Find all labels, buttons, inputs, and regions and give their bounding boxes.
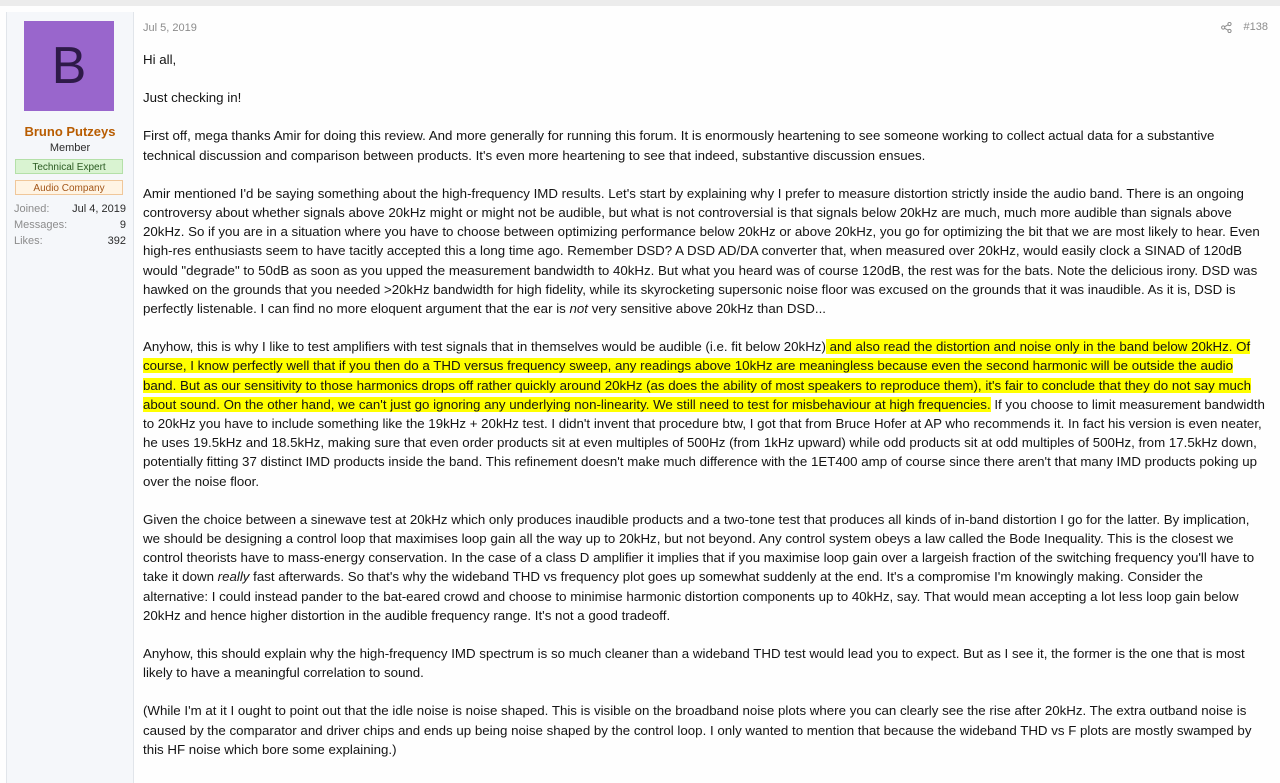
text-span: very sensitive above 20kHz than DSD... xyxy=(588,301,826,317)
paragraph-thanks: First off, mega thanks Amir for doing this review. And more generally for running this forum. It is enormously heartening to see someone working to collect actual data for a substantive technical discussion and comparison between products. It's even more heartening to see that indeed, substantive discussion ensues. xyxy=(143,128,1215,163)
user-title: Member xyxy=(49,142,91,154)
post-number-link[interactable]: #138 xyxy=(1243,21,1268,33)
text-span: Amir mentioned I'd be saying something about the high-frequency IMD results. Let's start by explaining why I prefer to measure distortion strictly inside the audio band. There is an ongoing controversy about whether signals above 20kHz might or might not be audible, but what is not controversial is that signals below 20kHz are much, much more audible than signals above 20kHz. So if you are in a situation where you have to choose between optimizing performance below 20kHz or above 20kHz, you go for optimizing the bit that we are most likely to hear. Even high-res enthusiasts seem to have tacitly accepted this a long time ago. Remember DSD? A DSD AD/DA converter that, when measured over 20kHz, would easily clock a SINAD of 120dB would "degrade" to 50dB as soon as you upped the measurement bandwidth to 40kHz. But what you heard was of course 120dB, the rest was for the bats. Note the delicious irony. DSD was hawked on the grounds that you needed >20kHz bandwidth for high fidelity, while its skyrocketing supersonic noise floor was excused on the grounds that it was inaudible. As it is, DSD is perfectly listenable. I can find no more eloquent argument that the ear is xyxy=(143,185,1260,317)
avatar[interactable] xyxy=(24,21,114,111)
text-span: Given the choice between a sinewave test at 20kHz which only produces inaudible products and a two-tone test that produces all kinds of in-band distortion I go for the latter. By implication, we should be designing a control loop that maximises loop gain all the way up to 20kHz, but not beyond. Any control system obeys a law called the Bode Inequality. This is the closest we control theorists have to mass-energy conservation. In the case of a class D amplifier it implies that if you maximise loop gain over a largeish fraction of the switching frequency you'll have to take it down xyxy=(143,511,1255,585)
share-icon[interactable] xyxy=(1221,22,1232,33)
stat-label: Likes: xyxy=(14,235,43,247)
text-span: If you choose to limit measurement bandwidth to 20kHz you have to include something like the 19kHz + 20kHz test. I didn't invent that procedure btw, I got that from Bruce Hofer at AP who recommends it. In fact his version is even neater, he uses 19.5kHz and 18.5kHz, making sure that even order products sit at even multiples of 500Hz (from 1kHz upward) while odd products sit at odd multiples of 500Hz, from 17.5kHz down, potentially fitting 37 distinct IMD products inside the band. This refinement doesn't make much difference with the 1ET400 amp of course since there aren't that many IMD products poking up over the noise floor. xyxy=(143,396,1265,489)
highlighted-text: and also read the distortion and noise only in the band below 20kHz. Of course, I know perfectly well that if you then do a THD versus frequency sweep, any readings above 10kHz are meaningless because even the second harmonic will be outside the audio band. But as our sensitivity to those harmonics drops off rather quickly around 20kHz (as does the ability of most speakers to reproduce them), it's fair to conclude that they do not say much about sound. On the other hand, we can't just go ignoring any underlying non-linearity. We still need to test for misbehaviour at high frequencies. xyxy=(143,339,1251,412)
paragraph-greeting: Hi all, xyxy=(143,52,177,67)
user-stats xyxy=(14,201,126,249)
emphasis-text: not xyxy=(569,301,588,317)
stat-label: Messages: xyxy=(14,219,68,231)
user-banner-technical-expert: Technical Expert xyxy=(15,159,123,174)
username-link[interactable]: Bruno Putzeys xyxy=(24,124,116,139)
stat-value: Jul 4, 2019 xyxy=(72,203,126,215)
stat-joined xyxy=(14,201,126,217)
paragraph-control-loop xyxy=(143,510,1268,625)
emphasis-text: really xyxy=(217,569,250,585)
paragraph-imd-spectrum: Anyhow, this should explain why the high-frequency IMD spectrum is so much cleaner than a wideband THD test would lead you to expect. But as I see it, the former is the one that is most likely to have a meaningful correlation to sound. xyxy=(143,646,1245,681)
user-sidebar xyxy=(6,12,134,783)
paragraph-checking-in: Just checking in! xyxy=(143,90,242,106)
avatar-letter: B xyxy=(51,37,87,95)
post-actions xyxy=(1221,21,1268,33)
paragraph-imd-explanation xyxy=(143,184,1268,318)
paragraph-test-signals xyxy=(143,337,1268,491)
stat-value: 9 xyxy=(119,219,126,231)
stat-messages xyxy=(14,217,126,233)
stat-value: 392 xyxy=(107,235,126,247)
text-span: Anyhow, this is why I like to test amplifiers with test signals that in themselves would be audible (i.e. fit below 20kHz) xyxy=(143,339,826,355)
post-body xyxy=(143,50,1268,778)
stat-likes xyxy=(14,233,126,249)
stat-label: Joined: xyxy=(14,203,50,215)
paragraph-idle-noise: (While I'm at it I ought to point out that the idle noise is noise shaped. This is visible on the broadband noise plots where you can clearly see the rise after 20kHz. The extra outband noise is caused by the comparator and driver chips and ends up being noise shaped by the control loop. I only wanted to mention that because the wideband THD vs F plots are mostly swamped by this HF noise which bore some explaining.) xyxy=(143,703,1252,757)
text-span: fast afterwards. So that's why the wideband THD vs frequency plot goes up somewhat suddenly at the end. It's a compromise I'm knowingly making. Consider the alternative: I could instead pander to the bat-eared crowd and choose to minimise harmonic distortion components up to 40kHz, say. That would mean accepting a lot less loop gain below 20kHz and hence higher distortion in the audible frequency range. It's not a good tradeoff. xyxy=(143,569,1239,623)
post-date-link[interactable]: Jul 5, 2019 xyxy=(143,22,197,34)
user-banner-audio-company: Audio Company xyxy=(15,180,123,195)
